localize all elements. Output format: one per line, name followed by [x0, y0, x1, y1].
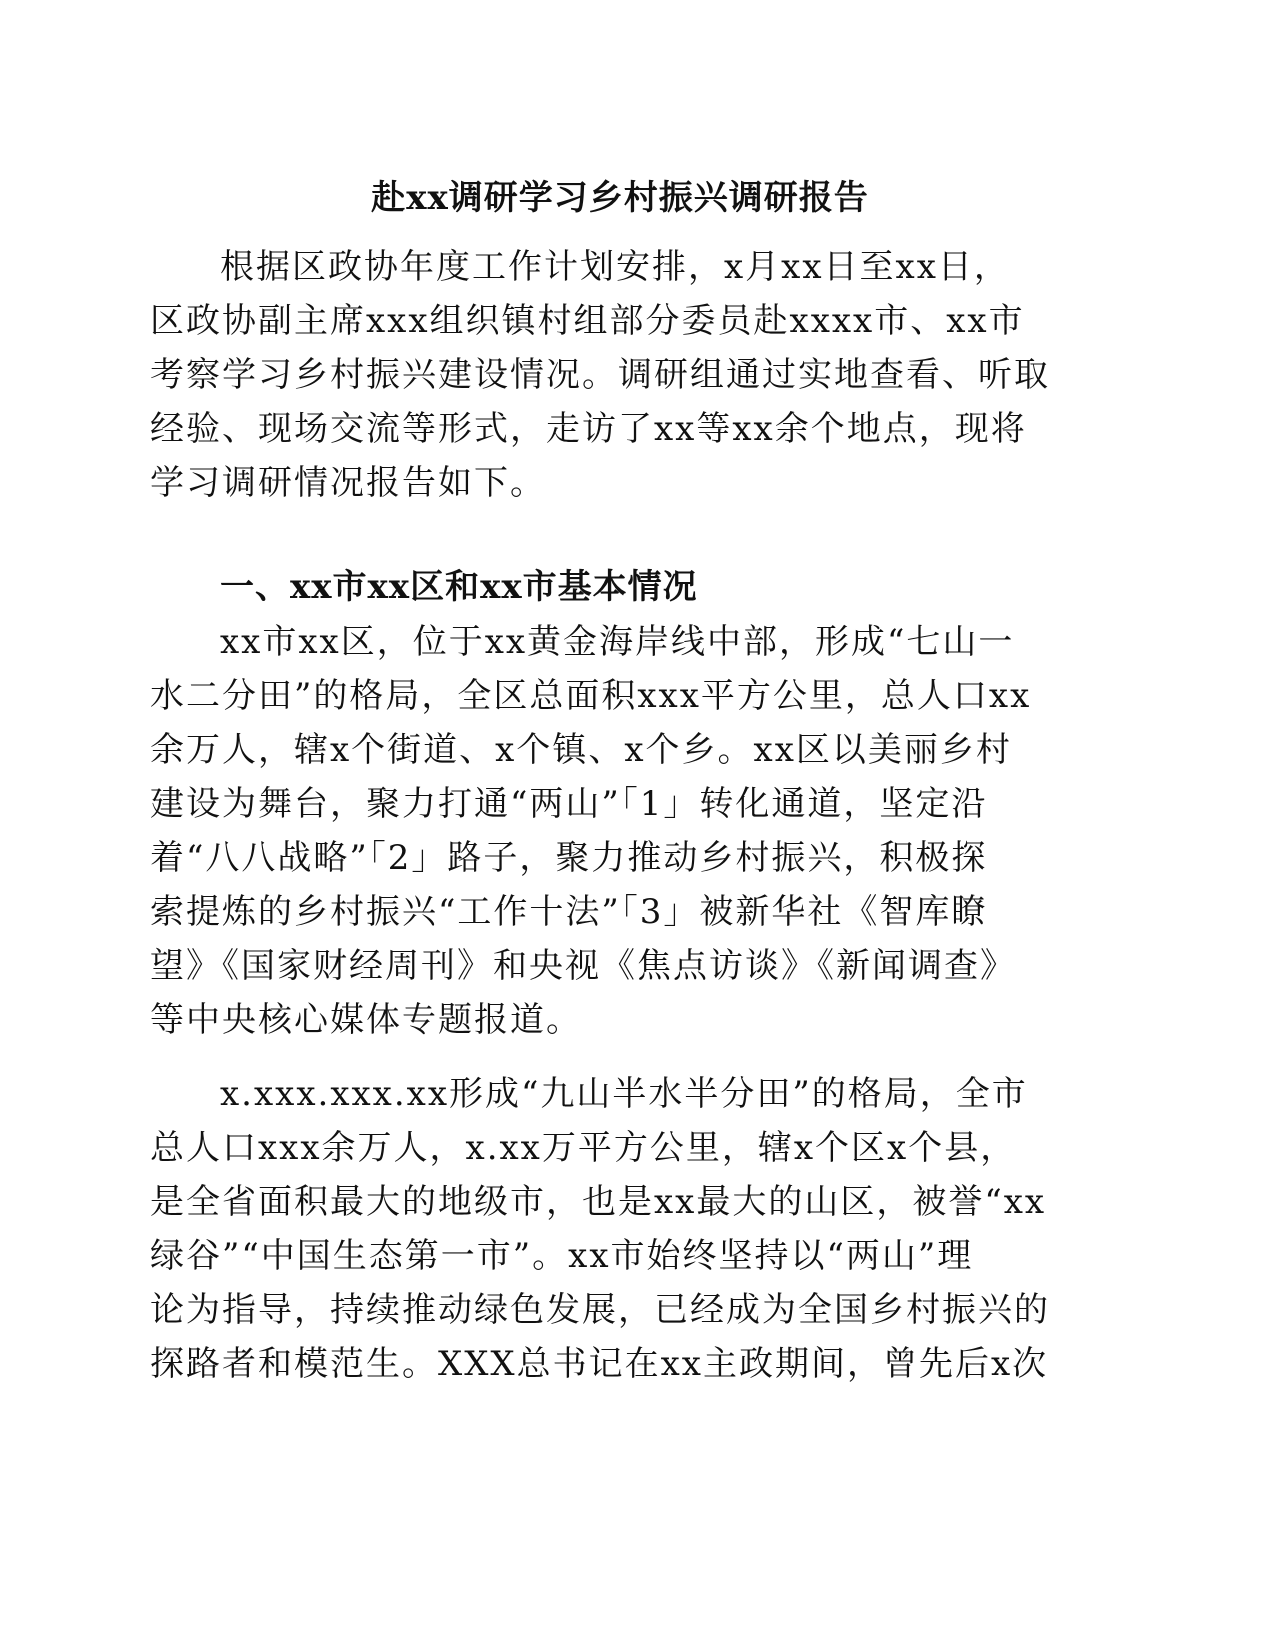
- paragraph-line: 水二分田”的格局，全区总面积xxx平方公里，总人口xx: [150, 676, 1032, 716]
- section-heading: 一、xx市xx区和xx市基本情况: [220, 567, 698, 607]
- paragraph-line: 是全省面积最大的地级市，也是xx最大的山区，被誉“xx: [150, 1182, 1047, 1222]
- paragraph-line: 探路者和模范生。XXX总书记在xx主政期间，曾先后x次: [150, 1344, 1049, 1384]
- paragraph-line: 余万人，辖x个街道、x个镇、x个乡。xx区以美丽乡村: [150, 730, 1012, 770]
- paragraph-line: 绿谷”“中国生态第一市”。xx市始终坚持以“两山”理: [150, 1236, 974, 1276]
- paragraph-line: 着“八八战略”「2」路子，聚力推动乡村振兴，积极探: [150, 838, 988, 878]
- paragraph-line: x.xxx.xxx.xx形成“九山半水半分田”的格局，全市: [220, 1074, 1028, 1114]
- intro-paragraph: [150, 240, 1110, 510]
- city-paragraph: [150, 1067, 1110, 1391]
- paragraph-line: 根据区政协年度工作计划安排，x月xx日至xx日，: [220, 247, 1010, 287]
- paragraph-line: xx市xx区，位于xx黄金海岸线中部，形成“七山一: [220, 622, 1015, 662]
- district-paragraph: [150, 615, 1110, 1047]
- document-title: 赴xx调研学习乡村振兴调研报告: [371, 178, 869, 218]
- paragraph-line: 区政协副主席xxx组织镇村组部分委员赴xxxx市、xx市: [150, 301, 1025, 341]
- paragraph-line: 建设为舞台，聚力打通“两山”「1」转化通道，坚定沿: [150, 784, 988, 824]
- paragraph-line: 学习调研情况报告如下。: [150, 463, 546, 503]
- paragraph-line: 望》《国家财经周刊》和央视《焦点访谈》《新闻调查》: [150, 946, 1016, 986]
- paragraph-line: 总人口xxx余万人，x.xx万平方公里，辖x个区x个县，: [150, 1128, 1017, 1168]
- paragraph-line: 等中央核心媒体专题报道。: [150, 1000, 582, 1040]
- paragraph-line: 考察学习乡村振兴建设情况。调研组通过实地查看、听取: [150, 355, 1050, 395]
- paragraph-line: 论为指导，持续推动绿色发展，已经成为全国乡村振兴的: [150, 1290, 1050, 1330]
- paragraph-line: 经验、现场交流等形式，走访了xx等xx余个地点，现将: [150, 409, 1027, 449]
- paragraph-line: 索提炼的乡村振兴“工作十法”「3」被新华社《智库瞭: [150, 892, 988, 932]
